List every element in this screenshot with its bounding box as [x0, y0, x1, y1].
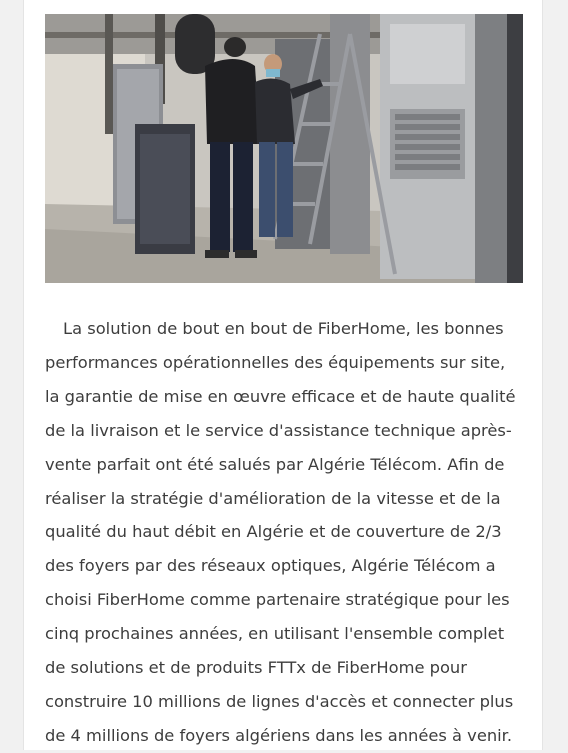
paragraph-line: la garantie de mise en œuvre efficace et de haute qualité	[45, 386, 516, 406]
paragraph-line: cinq prochaines années, en utilisant l'ensemble complet	[45, 624, 505, 644]
paragraph-line: de solutions et de produits FTTx de FiberHome pour	[45, 658, 467, 678]
paragraph-line: performances opérationnelles des équipements sur site,	[45, 352, 506, 372]
article-photo	[45, 14, 523, 283]
paragraph-line: vente parfait ont été salués par Algérie Télécom. Afin de	[45, 454, 505, 474]
paragraph-line: des foyers par des réseaux optiques, Algérie Télécom a	[45, 556, 496, 576]
paragraph-line: de la livraison et le service d'assistance technique après-	[45, 420, 512, 440]
paragraph-line: La solution de bout en bout de FiberHome, les bonnes	[63, 319, 504, 338]
paragraph-line: qualité du haut débit en Algérie et de couverture de 2/3	[45, 522, 502, 542]
paragraph-line: réaliser la stratégie d'amélioration de la vitesse et de la	[45, 488, 501, 508]
paragraph-line: construire 10 millions de lignes d'accès et connecter plus	[45, 691, 514, 711]
paragraph-line: choisi FiberHome comme partenaire stratégique pour les	[45, 590, 510, 610]
paragraph-line: de 4 millions de foyers algériens dans les années à venir.	[45, 725, 513, 745]
article-paragraph	[45, 312, 529, 753]
